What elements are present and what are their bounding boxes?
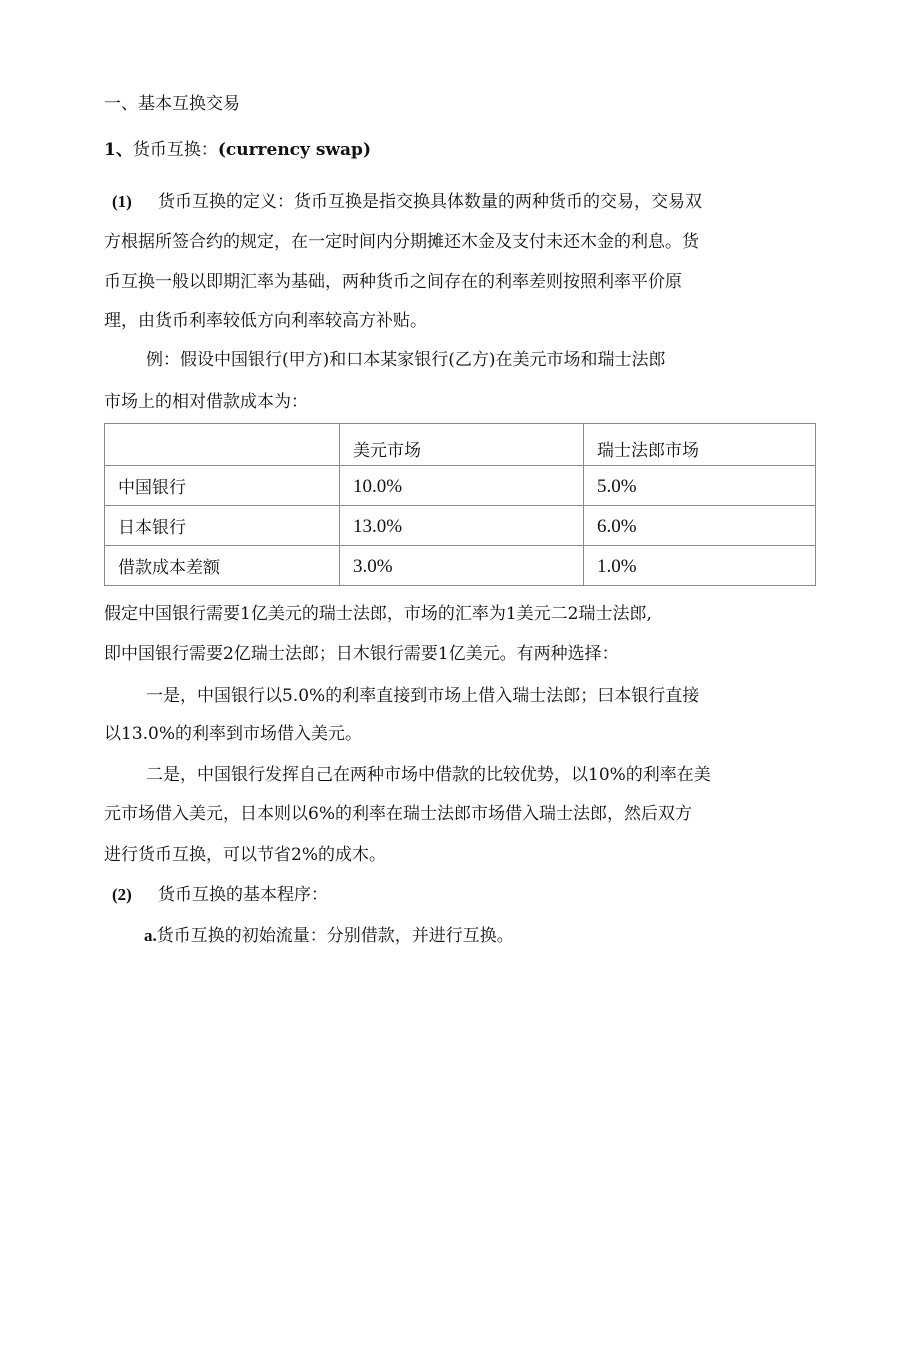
example-line-2: 市场上的相对借款成本为： <box>104 392 308 412</box>
subsection-title: 货币互换： <box>132 140 218 160</box>
item2-text: 货币互换的基本程序： <box>158 885 328 905</box>
item1-marker: (1) <box>112 192 132 211</box>
table-cell-value: 3.0% <box>340 546 584 586</box>
item1-line-4: 理，由货币利率较低方向利率较高方补贴。 <box>104 311 427 331</box>
item1-line-2: 方根据所签合约的规定，在一定时间内分期摊还木金及支付未还木金的利息。货 <box>104 232 699 252</box>
item2-marker: (2) <box>112 885 132 904</box>
table-cell-label: 借款成本差额 <box>105 546 340 586</box>
table-cell-value: 5.0% <box>584 466 816 506</box>
option2-line-2: 元市场借入美元，日本则以6%的利率在瑞士法郎市场借入瑞士法郎，然后双方 <box>104 804 692 824</box>
table-row <box>105 466 816 506</box>
table-row <box>105 546 816 586</box>
subsection-english: (currency swap) <box>217 140 371 160</box>
option1-line-2: 以13.0%的利率到市场借入美元。 <box>104 724 363 744</box>
item1-line-1 <box>112 192 702 212</box>
item-a-line <box>144 926 514 946</box>
assumption-line-2: 即中国银行需要2亿瑞士法郎；日木银行需要1亿美元。有两种选择： <box>104 644 619 664</box>
table-cell-value: 10.0% <box>340 466 584 506</box>
item-a-marker: a. <box>144 926 157 945</box>
table-header-row <box>105 424 816 466</box>
option2-line-3: 进行货币互换，可以节省2%的成木。 <box>104 845 386 865</box>
item-a-text: 货币互换的初始流量：分别借款，并进行互换。 <box>156 926 514 946</box>
example-line-1: 例：假设中国银行(甲方)和口本某家银行(乙方)在美元市场和瑞士法郎 <box>146 350 666 370</box>
table-header-cell: 美元市场 <box>340 424 584 466</box>
assumption-line-1: 假定中国银行需要1亿美元的瑞士法郎，市场的汇率为1美元二2瑞士法郎, <box>104 604 652 624</box>
item1-text-1: 货币互换的定义：货币互换是指交换具体数量的两种货币的交易，交易双 <box>158 192 702 212</box>
table-cell-value: 13.0% <box>340 506 584 546</box>
subsection-heading <box>104 140 371 160</box>
table-row <box>105 506 816 546</box>
table-header-cell: 瑞士法郎市场 <box>584 424 816 466</box>
option1-line-1: 一是，中国银行以5.0%的利率直接到市场上借入瑞士法郎；曰本银行直接 <box>146 686 700 706</box>
table-cell-label: 中国银行 <box>105 466 340 506</box>
table-cell-value: 6.0% <box>584 506 816 546</box>
item1-line-3: 币互换一般以即期汇率为基础，两种货币之间存在的利率差则按照利率平价原 <box>104 272 682 292</box>
option2-line-1: 二是，中国银行发挥自己在两种市场中借款的比较优势，以10%的利率在美 <box>146 765 711 785</box>
table-header-cell <box>105 424 340 466</box>
table-cell-value: 1.0% <box>584 546 816 586</box>
borrowing-cost-table <box>104 423 816 586</box>
item2-line <box>112 885 328 905</box>
table-cell-label: 日本银行 <box>105 506 340 546</box>
subsection-number: 1、 <box>104 140 133 160</box>
section-title: 一、基本互换交易 <box>104 94 240 114</box>
